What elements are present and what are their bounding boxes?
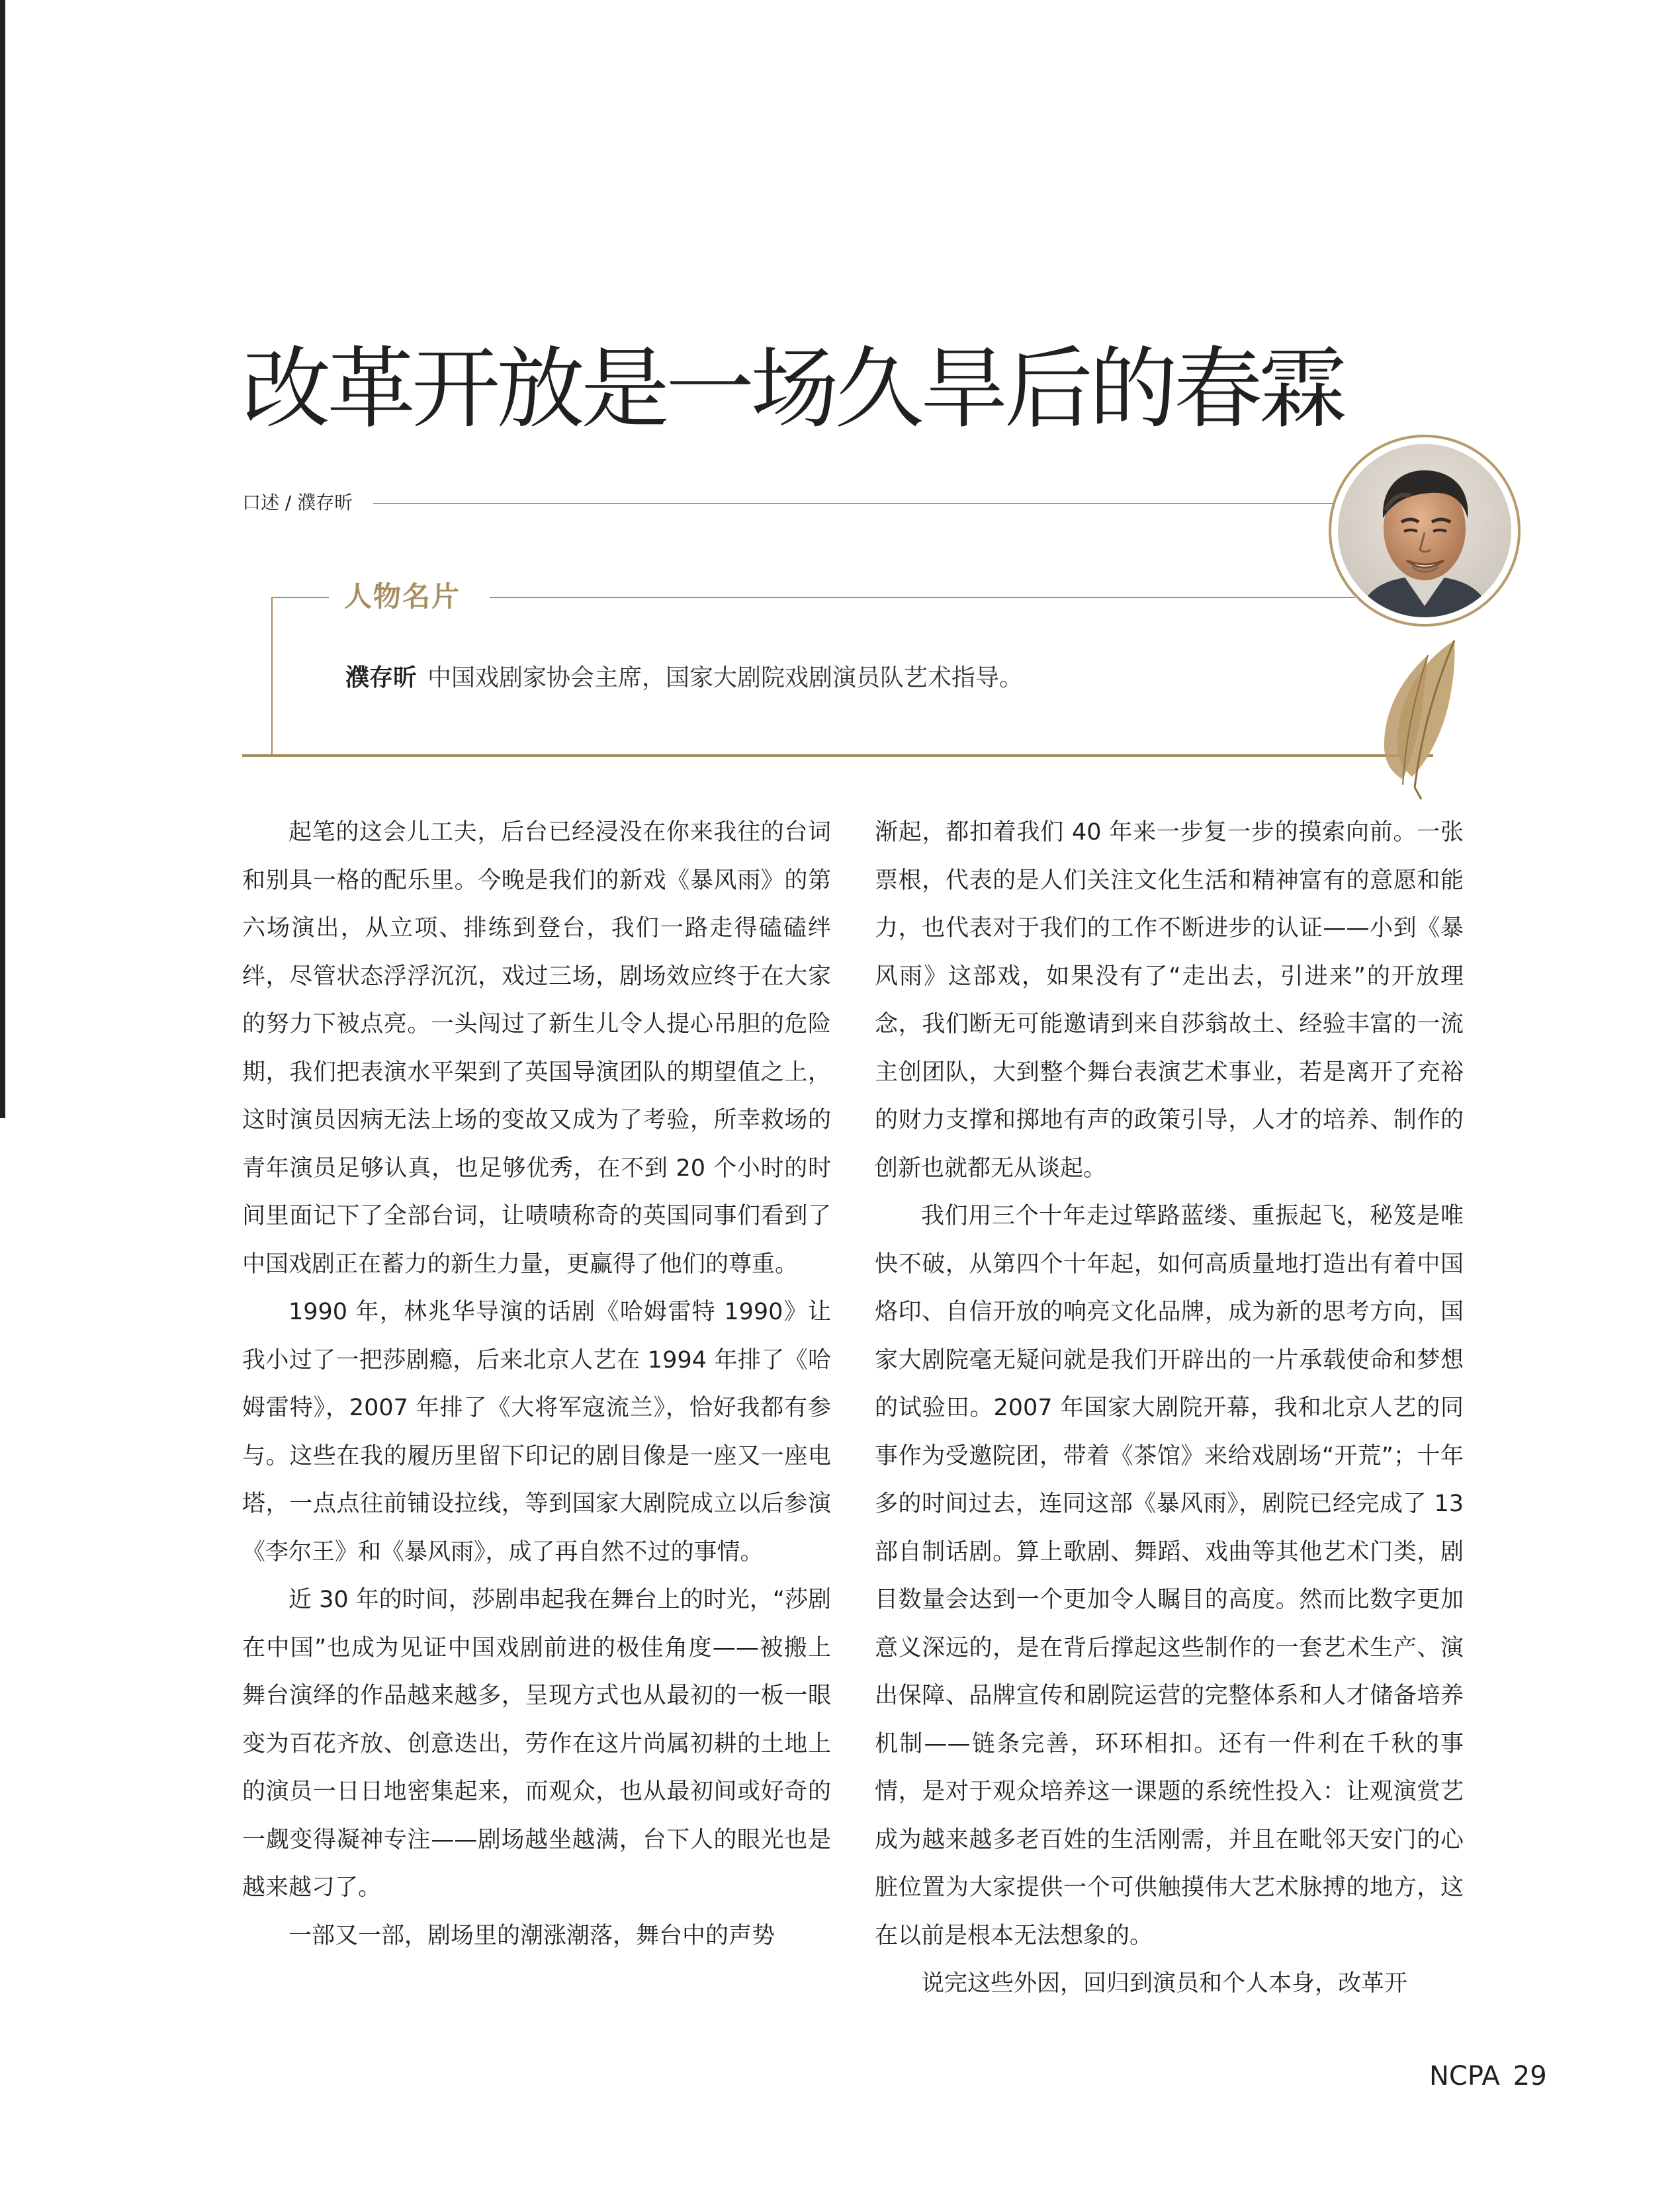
byline-rule bbox=[373, 503, 1343, 504]
portrait-illustration bbox=[1338, 444, 1511, 617]
paragraph: 说完这些外因，回归到演员和个人本身，改革开 bbox=[921, 1970, 1408, 1997]
page-edge-bar bbox=[0, 0, 5, 1118]
profile-card-heading: 人物名片 bbox=[344, 580, 461, 613]
profile-description: 中国戏剧家协会主席，国家大剧院戏剧演员队艺术指导。 bbox=[427, 664, 1024, 691]
profile-name: 濮存昕 bbox=[345, 664, 418, 691]
byline: 口述 / 濮存昕 bbox=[242, 492, 353, 513]
publication-name: NCPA bbox=[1429, 2061, 1500, 2091]
body-column-right bbox=[875, 809, 1464, 2008]
profile-card-line bbox=[345, 660, 1023, 697]
paragraph: 起笔的这会儿工夫，后台已经浸没在你来我往的台词和别具一格的配乐里。今晚是我们的新戏《暴风雨》的第六场演出，从立项、排练到登台，我们一路走得磕磕绊绊，尽管状态浮浮沉沉，戏过三场，剧场效应终于在大家的努力下被点亮。一头闯过了新生儿令人提心吊胆的危险期，我们把表演水平架到了英国导演团队的期望值之上，这时演员因病无法上场的变故又成为了考验，所幸救场的青年演员足够认真，也足够优秀，在不到 20 个小时的时间里面记下了全部台词，让啧啧称奇的英国同事们看到了中国戏剧正在蓄力的新生力量，更赢得了他们的尊重。 bbox=[242, 819, 831, 1278]
body-column-left bbox=[242, 809, 831, 1960]
paragraph: 近 30 年的时间，莎剧串起我在舞台上的时光，“莎剧在中国”也成为见证中国戏剧前进的极佳角度——被搬上舞台演绎的作品越来越多，呈现方式也从最初的一板一眼变为百花齐放、创意迭出，劳作在这片尚属初耕的土地上的演员一日日地密集起来，而观众，也从最初间或好奇的一觑变得凝神专注——剧场越坐越满，台下人的眼光也是越来越刁了。 bbox=[242, 1587, 831, 1901]
profile-card-rule-bottom bbox=[242, 754, 1433, 757]
profile-card-rule-vertical bbox=[271, 597, 273, 756]
page-footer bbox=[1429, 2058, 1547, 2095]
paragraph: 1990 年，林兆华导演的话剧《哈姆雷特 1990》让我小过了一把莎剧瘾，后来北京人艺在 1994 年排了《哈姆雷特》，2007 年排了《大将军寇流兰》，恰好我都有参与。这些在我的履历里留下印记的剧目像是一座又一座电塔，一点点往前铺设拉线，等到国家大剧院成立以后参演《李尔王》和《暴风雨》，成了再自然不过的事情。 bbox=[242, 1299, 831, 1565]
profile-card-rule-right bbox=[490, 597, 1355, 598]
page-number: 29 bbox=[1513, 2061, 1547, 2091]
article-title: 改革开放是一场久旱后的春霖 bbox=[242, 337, 1344, 441]
paragraph: 一部又一部，剧场里的潮涨潮落，舞台中的声势 bbox=[288, 1922, 775, 1949]
paragraph: 我们用三个十年走过筚路蓝缕、重振起飞，秘笈是唯快不破，从第四个十年起，如何高质量地打造出有着中国烙印、自信开放的响亮文化品牌，成为新的思考方向，国家大剧院毫无疑问就是我们开辟出的一片承载使命和梦想的试验田。2007 年国家大剧院开幕，我和北京人艺的同事作为受邀院团，带着《茶馆》来给戏剧场“开荒”；十年多的时间过去，连同这部《暴风雨》，剧院已经完成了 13 部自制话剧。算上歌剧、舞蹈、戏曲等其他艺术门类，剧目数量会达到一个更加令人瞩目的高度。然而比数字更加意义深远的，是在背后撑起这些制作的一套艺术生产、演出保障、品牌宣传和剧院运营的完整体系和人才储备培养机制——链条完善，环环相扣。还有一件利在千秋的事情，是对于观众培养这一课题的系统性投入：让观演赏艺成为越来越多老百姓的生活刚需，并且在毗邻天安门的心脏位置为大家提供一个可供触摸伟大艺术脉搏的地方，这在以前是根本无法想象的。 bbox=[875, 1203, 1464, 1949]
profile-card-rule-left bbox=[272, 597, 329, 598]
feather-icon bbox=[1355, 635, 1474, 801]
portrait-photo bbox=[1338, 444, 1511, 617]
paragraph-continued: 渐起，都扣着我们 40 年来一步复一步的摸索向前。一张票根，代表的是人们关注文化生活和精神富有的意愿和能力，也代表对于我们的工作不断进步的认证——小到《暴风雨》这部戏，如果没有了“走出去，引进来”的开放理念，我们断无可能邀请到来自莎翁故土、经验丰富的一流主创团队，大到整个舞台表演艺术事业，若是离开了充裕的财力支撑和掷地有声的政策引导，人才的培养、制作的创新也就都无从谈起。 bbox=[875, 819, 1464, 1182]
